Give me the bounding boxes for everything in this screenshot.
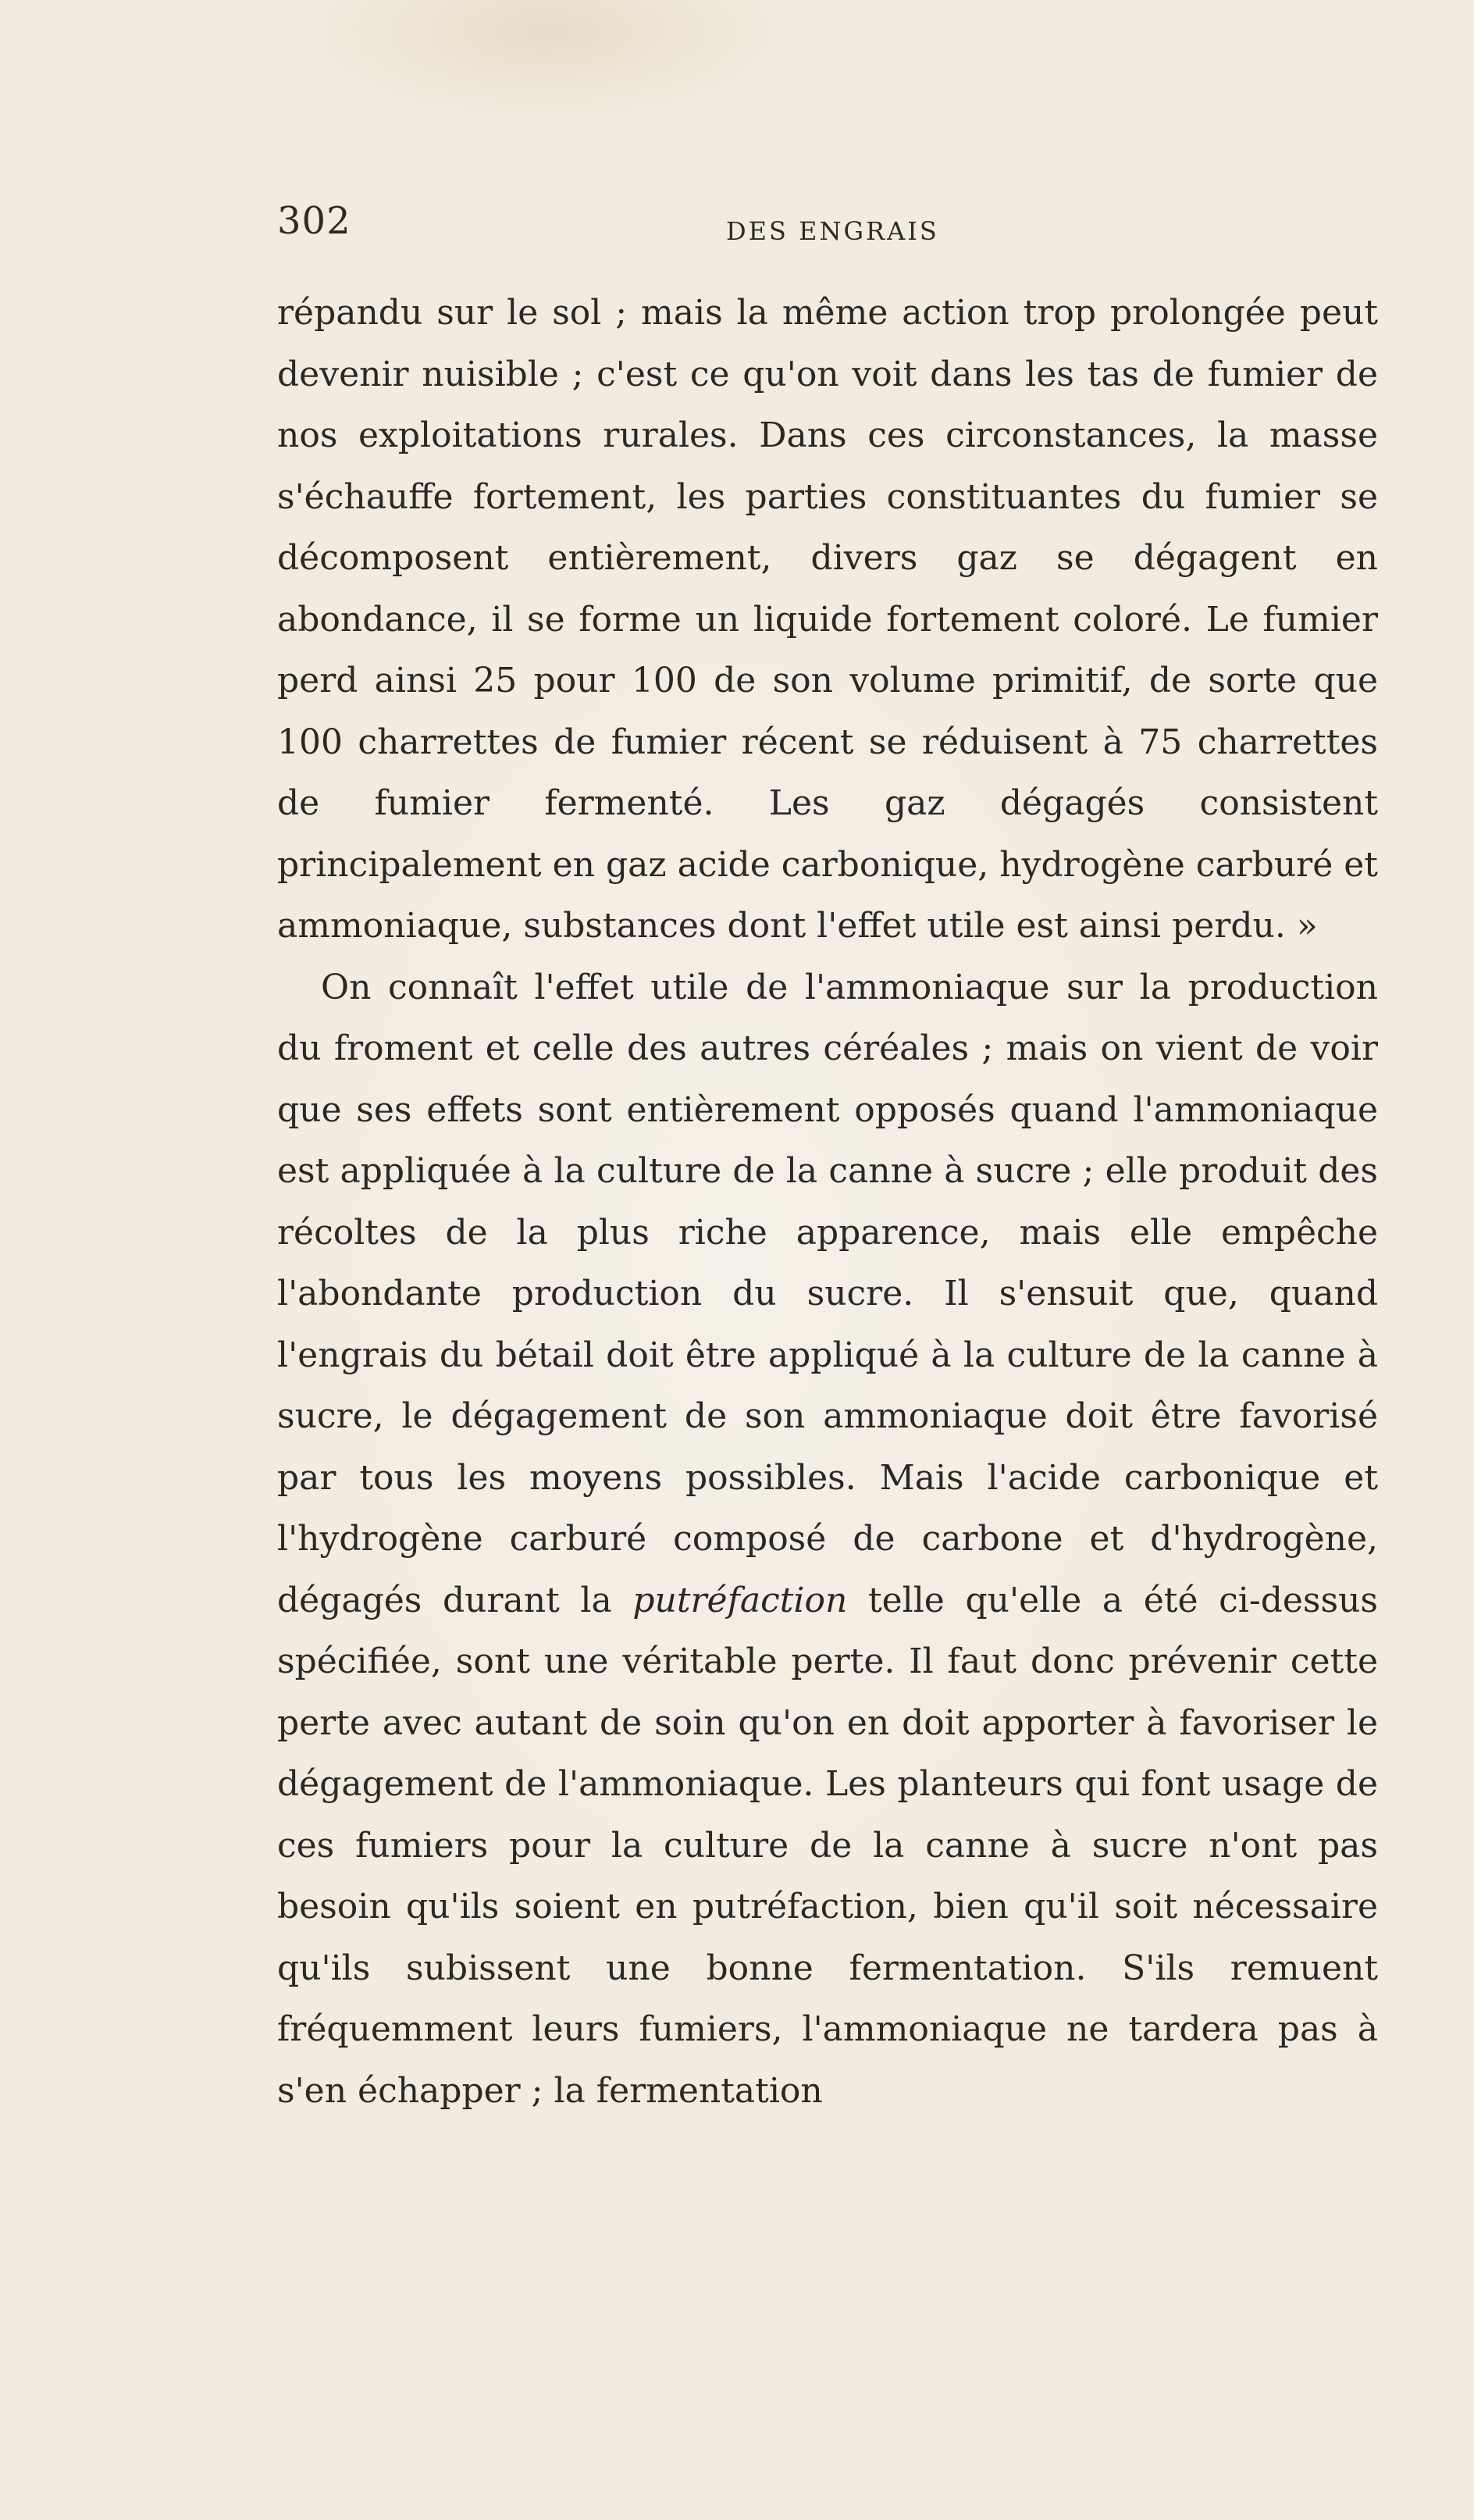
page-number: 302 xyxy=(277,199,351,243)
paragraph-1: répandu sur le sol ; mais la même action trop prolongée peut devenir nuisible ; c'est ce qu'on voit dans les tas de fumier de nos exploitations rurales. Dans ces circonstances, la masse s'échauffe fortement, les parties constituantes du fumier se décomposent entièrement, divers gaz se dégagent en abondance, il se forme un liquide fortement coloré. Le fumier perd ainsi 25 pour 100 de son volume primitif, de sorte que 100 charrettes de fumier récent se réduisent à 75 charrettes de fumier fermenté. Les gaz dégagés consistent principalement en gaz acide carbonique, hydrogène carburé et ammoniaque, substances dont l'effet utile est ainsi perdu. » xyxy=(277,293,1378,946)
paragraph-2-text-before: On connaît l'effet utile de l'ammoniaque sur la production du froment et celle des autres céréales ; mais on vient de voir que ses effets sont entièrement opposés quand l'ammoniaque est appliquée à la culture de la canne à sucre ; elle produit des récoltes de la plus riche apparence, mais elle empêche l'abondante production du sucre. Il s'ensuit que, quand l'engrais du bétail doit être appliqué à la culture de la canne à sucre, le dégagement de son ammoniaque doit être favorisé par tous les moyens possibles. Mais l'acide carbonique et l'hydrogène carburé composé de carbone et d'hydrogène, dégagés durant la xyxy=(277,967,1378,1620)
body-text xyxy=(277,283,1378,2122)
page-header xyxy=(277,199,1386,262)
paragraph-2-text-after: telle qu'elle a été ci-dessus spécifiée, sont une véritable perte. Il faut donc prévenir cette perte avec autant de soin qu'on en doit apporter à favoriser le dégagement de l'ammoniaque. Les planteurs qui font usage de ces fumiers pour la culture de la canne à sucre n'ont pas besoin qu'ils soient en putréfaction, bien qu'il soit nécessaire qu'ils subissent une bonne fermentation. S'ils remuent fréquemment leurs fumiers, l'ammoniaque ne tardera pas à s'en échapper ; la fermentation xyxy=(277,1580,1378,2111)
paragraph-2 xyxy=(277,957,1378,2123)
running-title: DES ENGRAIS xyxy=(726,216,939,246)
emphasized-word: putréfaction xyxy=(632,1580,848,1620)
